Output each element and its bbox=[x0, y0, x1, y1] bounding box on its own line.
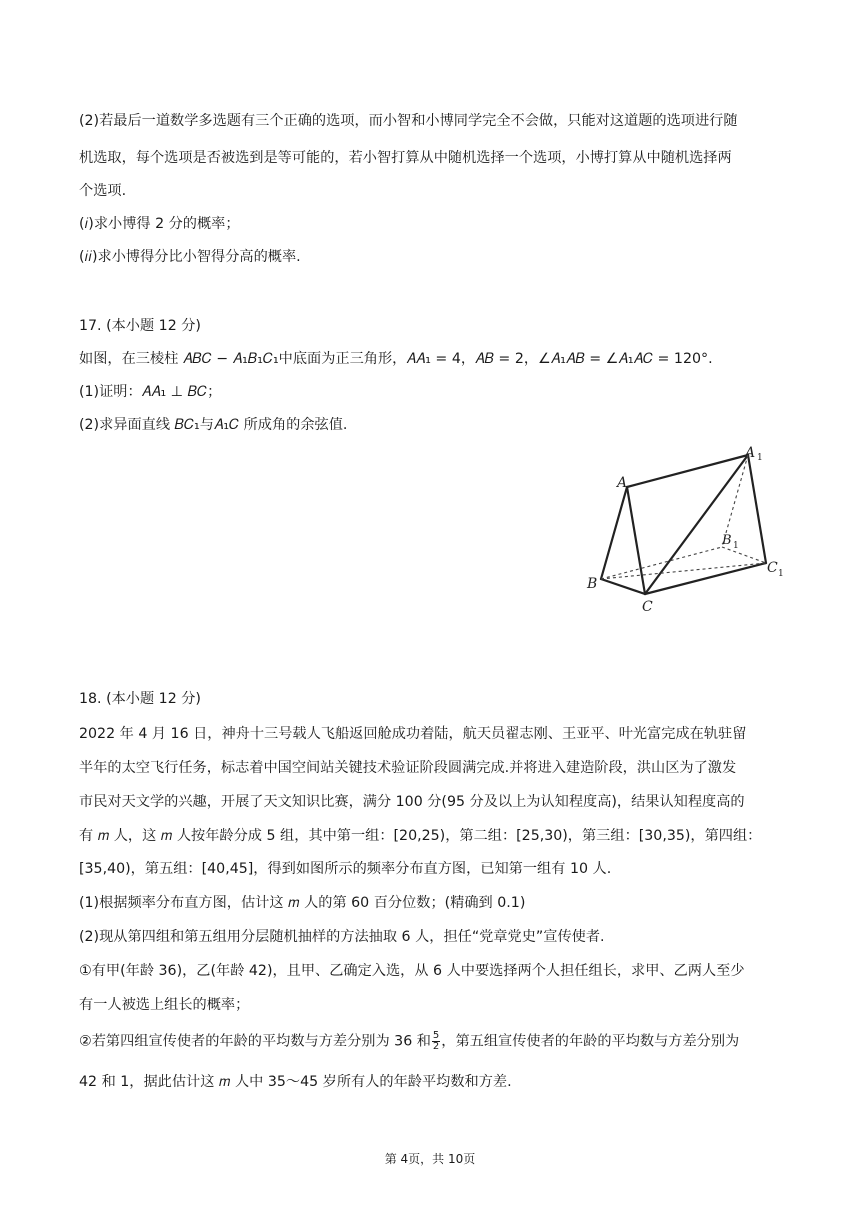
q18-line4: 有 𝑚 人，这 𝑚 人按年龄分成 5 组，其中第一组：[20,25)，第二组：[25,30)，第三组：[30,35)，第四组： bbox=[79, 828, 762, 844]
q17-part2: (2)求异面直线 𝐵𝐶₁与𝐴₁𝐶 所成角的余弦值. bbox=[79, 417, 348, 433]
fraction-numerator: 5 bbox=[432, 1030, 440, 1041]
edge-a1-c1 bbox=[748, 455, 766, 563]
label-b1-subscript: 1 bbox=[733, 541, 739, 551]
q18-part2: (2)现从第四组和第五组用分层随机抽样的方法抽取 6 人，担任“党章党史”宣传使者. bbox=[79, 929, 605, 945]
fraction-denominator: 2 bbox=[432, 1041, 440, 1052]
edge-b-c bbox=[601, 579, 645, 594]
q18-line5: [35,40)，第五组：[40,45]，得到如图所示的频率分布直方图，已知第一组有 10 人. bbox=[79, 861, 612, 877]
q16-part2-line2: 机选取，每个选项是否被选到是等可能的，若小智打算从中随机选择一个选项，小博打算从中随机选择两 bbox=[79, 150, 732, 166]
edge-a-a1 bbox=[627, 455, 748, 487]
edge-b-b1 bbox=[601, 547, 722, 579]
q18-line2: 半年的太空飞行任务，标志着中国空间站关键技术验证阶段圆满完成.并将进入建造阶段，洪山区为了激发 bbox=[79, 760, 737, 776]
page-footer: 第 4页，共 10页 bbox=[384, 1152, 476, 1166]
q18-sub2-line1 bbox=[79, 1031, 739, 1052]
fraction-five-halves bbox=[432, 1031, 440, 1052]
q18-sub1-line2: 有一人被选上组长的概率； bbox=[79, 997, 250, 1013]
q18-part1: (1)根据频率分布直方图，估计这 𝑚 人的第 60 百分位数；(精确到 0.1) bbox=[79, 895, 526, 911]
label-b: B bbox=[587, 576, 598, 592]
edge-a-c bbox=[627, 487, 645, 594]
q18-line1: 2022 年 4 月 16 日，神舟十三号载人飞船返回舱成功着陆，航天员翟志刚、王亚平、叶光富完成在轨驻留 bbox=[79, 726, 747, 742]
label-a: A bbox=[617, 475, 628, 491]
q17-stem: 如图，在三棱柱 𝐴𝐵𝐶 − 𝐴₁𝐵₁𝐶₁中底面为正三角形，𝐴𝐴₁ = 4，𝐴𝐵 = 2，∠𝐴₁𝐴𝐵 = ∠𝐴₁𝐴𝐶 = 120°. bbox=[79, 351, 713, 367]
label-c1-subscript: 1 bbox=[778, 569, 784, 579]
q18-sub2-text-after: ，第五组宣传使者的年龄的平均数与方差分别为 bbox=[441, 1033, 740, 1050]
q17-header: 17. (本小题 12 分) bbox=[79, 318, 201, 334]
q18-sub2-line2: 42 和 1，据此估计这 𝑚 人中 35～45 岁所有人的年龄平均数和方差. bbox=[79, 1074, 512, 1090]
q16-sub-i: (𝑖)求小博得 2 分的概率； bbox=[79, 216, 240, 232]
q16-part2-line1: (2)若最后一道数学多选题有三个正确的选项，而小智和小博同学完全不会做，只能对这道题的选项进行随 bbox=[79, 113, 738, 129]
q18-line3: 市民对天文学的兴趣，开展了天文知识比赛，满分 100 分(95 分及以上为认知程度高)，结果认知程度高的 bbox=[79, 794, 745, 810]
q17-part1: (1)证明：𝐴𝐴₁ ⊥ 𝐵𝐶； bbox=[79, 384, 222, 400]
label-a1-subscript: 1 bbox=[757, 453, 763, 463]
label-b1: B bbox=[722, 533, 732, 548]
label-c1: C bbox=[767, 560, 778, 576]
edge-b1-c1 bbox=[722, 547, 766, 563]
q18-sub2-text-before: ②若第四组宣传使者的年龄的平均数与方差分别为 36 和 bbox=[79, 1033, 431, 1050]
label-a1: A bbox=[745, 445, 756, 461]
q16-sub-ii: (𝑖𝑖)求小博得分比小智得分高的概率. bbox=[79, 249, 301, 265]
segment-b-c1 bbox=[601, 563, 766, 579]
edge-a-b bbox=[601, 487, 627, 579]
edge-c-c1 bbox=[645, 563, 766, 594]
prism-figure bbox=[580, 440, 790, 620]
label-c: C bbox=[642, 599, 653, 615]
q18-header: 18. (本小题 12 分) bbox=[79, 691, 201, 707]
q16-part2-line3: 个选项. bbox=[79, 183, 127, 199]
q18-sub1-line1: ①有甲(年龄 36)，乙(年龄 42)，且甲、乙确定入选，从 6 人中要选择两个人担任组长，求甲、乙两人至少 bbox=[79, 963, 745, 979]
segment-a1-c bbox=[645, 455, 748, 594]
